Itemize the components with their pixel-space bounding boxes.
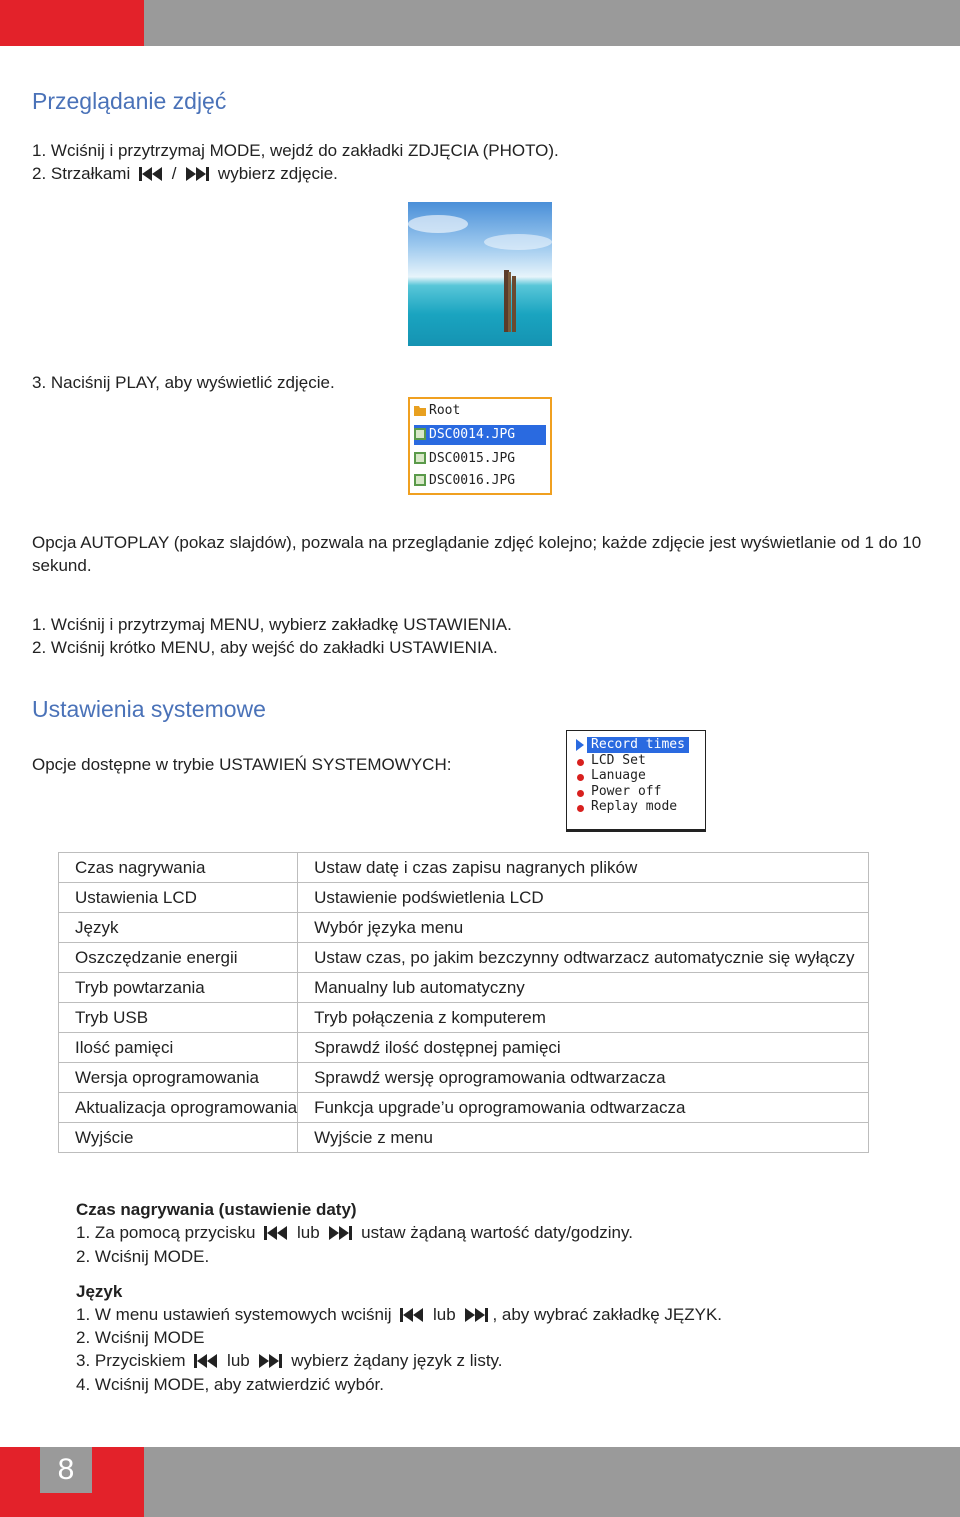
- option-name: Tryb powtarzania: [59, 973, 298, 1003]
- settings-item: Record times: [587, 737, 689, 753]
- bullet-icon: [577, 759, 584, 766]
- date-section-title: Czas nagrywania (ustawienie daty): [76, 1200, 357, 1219]
- photo-step-2: [32, 162, 338, 185]
- photo-step-1: 1. Wciśnij i przytrzymaj MODE, wejdź do zakładki ZDJĘCIA (PHOTO).: [32, 141, 559, 160]
- file-list-root: Root: [414, 401, 546, 421]
- table-row: [59, 1063, 869, 1093]
- option-name: Oszczędzanie energii: [59, 943, 298, 973]
- file-list-item: DSC0016.JPG: [414, 471, 546, 491]
- table-row: [59, 1093, 869, 1123]
- file-list-screen: [408, 397, 552, 495]
- footer-gray-bar: [144, 1447, 960, 1517]
- table-row: [59, 1123, 869, 1153]
- skip-back-icon: [194, 1354, 218, 1368]
- table-row: [59, 1003, 869, 1033]
- system-intro: Opcje dostępne w trybie USTAWIEŃ SYSTEMOWYCH:: [32, 755, 452, 774]
- language-step-3: 3. Przyciskiem lub wybierz żądany język z listy.: [76, 1351, 503, 1370]
- photo-step-2-pre: 2. Strzałkami: [32, 164, 131, 183]
- settings-item: Replay mode: [591, 799, 678, 814]
- option-description: Ustaw datę i czas zapisu nagranych plików: [298, 853, 869, 883]
- language-step-1: 1. W menu ustawień systemowych wciśnij lub , aby wybrać zakładkę JĘZYK.: [76, 1305, 723, 1324]
- skip-back-icon: [400, 1308, 424, 1322]
- menu-step-2: 2. Wciśnij krótko MENU, aby wejść do zakładki USTAWIENIA.: [32, 638, 498, 657]
- table-row: [59, 973, 869, 1003]
- option-description: Ustawienie podświetlenia LCD: [298, 883, 869, 913]
- header-gray-bar: [144, 0, 960, 46]
- options-table: [58, 852, 869, 1153]
- skip-forward-icon: [464, 1308, 488, 1322]
- bullet-icon: [577, 774, 584, 781]
- option-description: Wyjście z menu: [298, 1123, 869, 1153]
- option-description: Manualny lub automatyczny: [298, 973, 869, 1003]
- skip-forward-icon: [258, 1354, 282, 1368]
- date-step-2: 2. Wciśnij MODE.: [76, 1247, 210, 1266]
- bullet-icon: [577, 790, 584, 797]
- image-file-icon: [414, 428, 426, 440]
- header-red-block: [0, 0, 144, 46]
- option-name: Język: [59, 913, 298, 943]
- table-row: [59, 883, 869, 913]
- settings-item: Power off: [591, 784, 662, 799]
- sample-photo: [408, 202, 552, 346]
- option-name: Tryb USB: [59, 1003, 298, 1033]
- language-step-2: 2. Wciśnij MODE: [76, 1328, 205, 1347]
- table-row: [59, 853, 869, 883]
- table-row: [59, 1033, 869, 1063]
- skip-forward-icon: [185, 167, 209, 181]
- skip-back-icon: [264, 1226, 288, 1240]
- table-row: [59, 913, 869, 943]
- bullet-icon: [577, 805, 584, 812]
- autoplay-text: Opcja AUTOPLAY (pokaz slajdów), pozwala na przeglądanie zdjęć kolejno; każde zdjęcie jest wyświetlanie od 1 do 10 sekund.: [32, 533, 922, 575]
- folder-icon: [414, 404, 426, 416]
- option-name: Czas nagrywania: [59, 853, 298, 883]
- photo-step-2-post: wybierz zdjęcie.: [217, 164, 338, 183]
- photo-step-3: 3. Naciśnij PLAY, aby wyświetlić zdjęcie.: [32, 373, 335, 392]
- option-name: Wersja oprogramowania: [59, 1063, 298, 1093]
- image-file-icon: [414, 452, 426, 464]
- skip-back-icon: [139, 167, 163, 181]
- option-description: Sprawdź wersję oprogramowania odtwarzacza: [298, 1063, 869, 1093]
- option-description: Sprawdź ilość dostępnej pamięci: [298, 1033, 869, 1063]
- language-step-4: 4. Wciśnij MODE, aby zatwierdzić wybór.: [76, 1375, 384, 1394]
- settings-item: Lanuage: [591, 768, 646, 783]
- menu-step-1: 1. Wciśnij i przytrzymaj MENU, wybierz zakładkę USTAWIENIA.: [32, 615, 512, 634]
- photos-heading: Przeglądanie zdjęć: [32, 88, 227, 114]
- selection-arrow-icon: [576, 739, 584, 751]
- page-number: 8: [40, 1447, 92, 1493]
- option-description: Wybór języka menu: [298, 913, 869, 943]
- date-step-1: 1. Za pomocą przycisku lub ustaw żądaną wartość daty/godziny.: [76, 1223, 633, 1242]
- option-name: Aktualizacja oprogramowania: [59, 1093, 298, 1123]
- image-file-icon: [414, 474, 426, 486]
- option-description: Tryb połączenia z komputerem: [298, 1003, 869, 1033]
- file-list-item: DSC0014.JPG: [414, 425, 546, 445]
- table-row: [59, 943, 869, 973]
- option-description: Ustaw czas, po jakim bezczynny odtwarzacz automatycznie się wyłączy: [298, 943, 869, 973]
- settings-item: LCD Set: [591, 753, 646, 768]
- photo-step-2-slash: /: [171, 164, 177, 183]
- option-name: Ustawienia LCD: [59, 883, 298, 913]
- option-name: Wyjście: [59, 1123, 298, 1153]
- option-description: Funkcja upgrade’u oprogramowania odtwarzacza: [298, 1093, 869, 1123]
- language-section-title: Język: [76, 1282, 123, 1301]
- settings-screen: [566, 730, 706, 832]
- file-list-item: DSC0015.JPG: [414, 449, 546, 469]
- system-heading: Ustawienia systemowe: [32, 696, 266, 722]
- photo-pier-illustration: [408, 202, 552, 346]
- skip-forward-icon: [328, 1226, 352, 1240]
- option-name: Ilość pamięci: [59, 1033, 298, 1063]
